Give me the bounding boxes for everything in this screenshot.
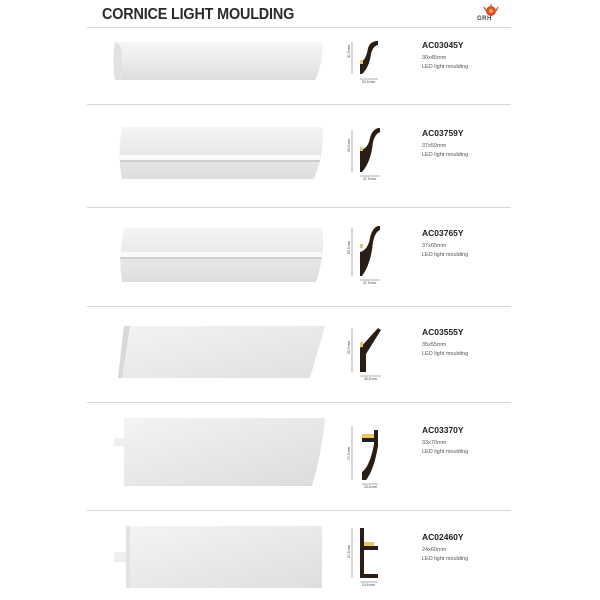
moulding-image-2 [100, 117, 340, 187]
moulding-image-1 [100, 32, 340, 92]
moulding-image-6 [100, 520, 340, 592]
dimension-height-4: 55.5 mm [347, 340, 351, 354]
divider [87, 27, 511, 28]
divider [87, 510, 511, 511]
product-size-2: 37x59mm [422, 143, 447, 149]
product-desc-6: LED light moulding [422, 556, 469, 562]
cross-section-4 [340, 322, 420, 384]
product-desc-4: LED light moulding [422, 351, 469, 357]
brand-logo-icon [474, 4, 508, 26]
product-code-4: AC03555Y [422, 327, 464, 337]
divider [87, 104, 511, 105]
dimension-width-3: 37.5 mm [363, 281, 377, 285]
dimension-width-6: 24.6 mm [362, 583, 376, 587]
product-size-6: 24x60mm [422, 547, 447, 553]
dimension-height-2: 59.5 mm [347, 138, 351, 152]
divider [87, 402, 511, 403]
product-code-5: AC03370Y [422, 425, 464, 435]
cross-section-3 [340, 222, 420, 288]
product-code-6: AC02460Y [422, 532, 464, 542]
cross-section-6 [340, 522, 420, 590]
product-size-1: 30x45mm [422, 55, 447, 61]
product-code-1: AC03045Y [422, 40, 464, 50]
dimension-height-3: 65.5 mm [347, 240, 351, 254]
page-title: CORNICE LIGHT MOULDING [102, 6, 295, 23]
brand-logo-text: GRH [477, 16, 492, 22]
product-size-3: 37x65mm [422, 243, 447, 249]
cross-section-5 [340, 420, 420, 490]
product-desc-5: LED light moulding [422, 449, 469, 455]
dimension-height-5: 70.5 mm [347, 446, 351, 460]
product-size-5: 33x70mm [422, 440, 447, 446]
divider [87, 306, 511, 307]
product-desc-1: LED light moulding [422, 64, 469, 70]
cross-section-2 [340, 122, 420, 182]
dimension-width-2: 37.5 mm [363, 177, 377, 181]
dimension-width-5: 33.8 mm [364, 485, 378, 489]
product-size-4: 35x55mm [422, 342, 447, 348]
product-code-2: AC03759Y [422, 128, 464, 138]
cross-section-1 [340, 36, 420, 88]
moulding-image-3 [100, 220, 340, 290]
product-desc-3: LED light moulding [422, 252, 469, 258]
dimension-width-4: 35.8 mm [364, 377, 378, 381]
dimension-width-1: 30.8 mm [362, 80, 376, 84]
dimension-height-1: 40.5 mm [347, 44, 351, 58]
product-code-3: AC03765Y [422, 228, 464, 238]
moulding-image-4 [100, 320, 340, 385]
product-desc-2: LED light moulding [422, 152, 469, 158]
dimension-height-6: 60.5 mm [347, 544, 351, 558]
moulding-image-5 [100, 412, 340, 492]
divider [87, 207, 511, 208]
